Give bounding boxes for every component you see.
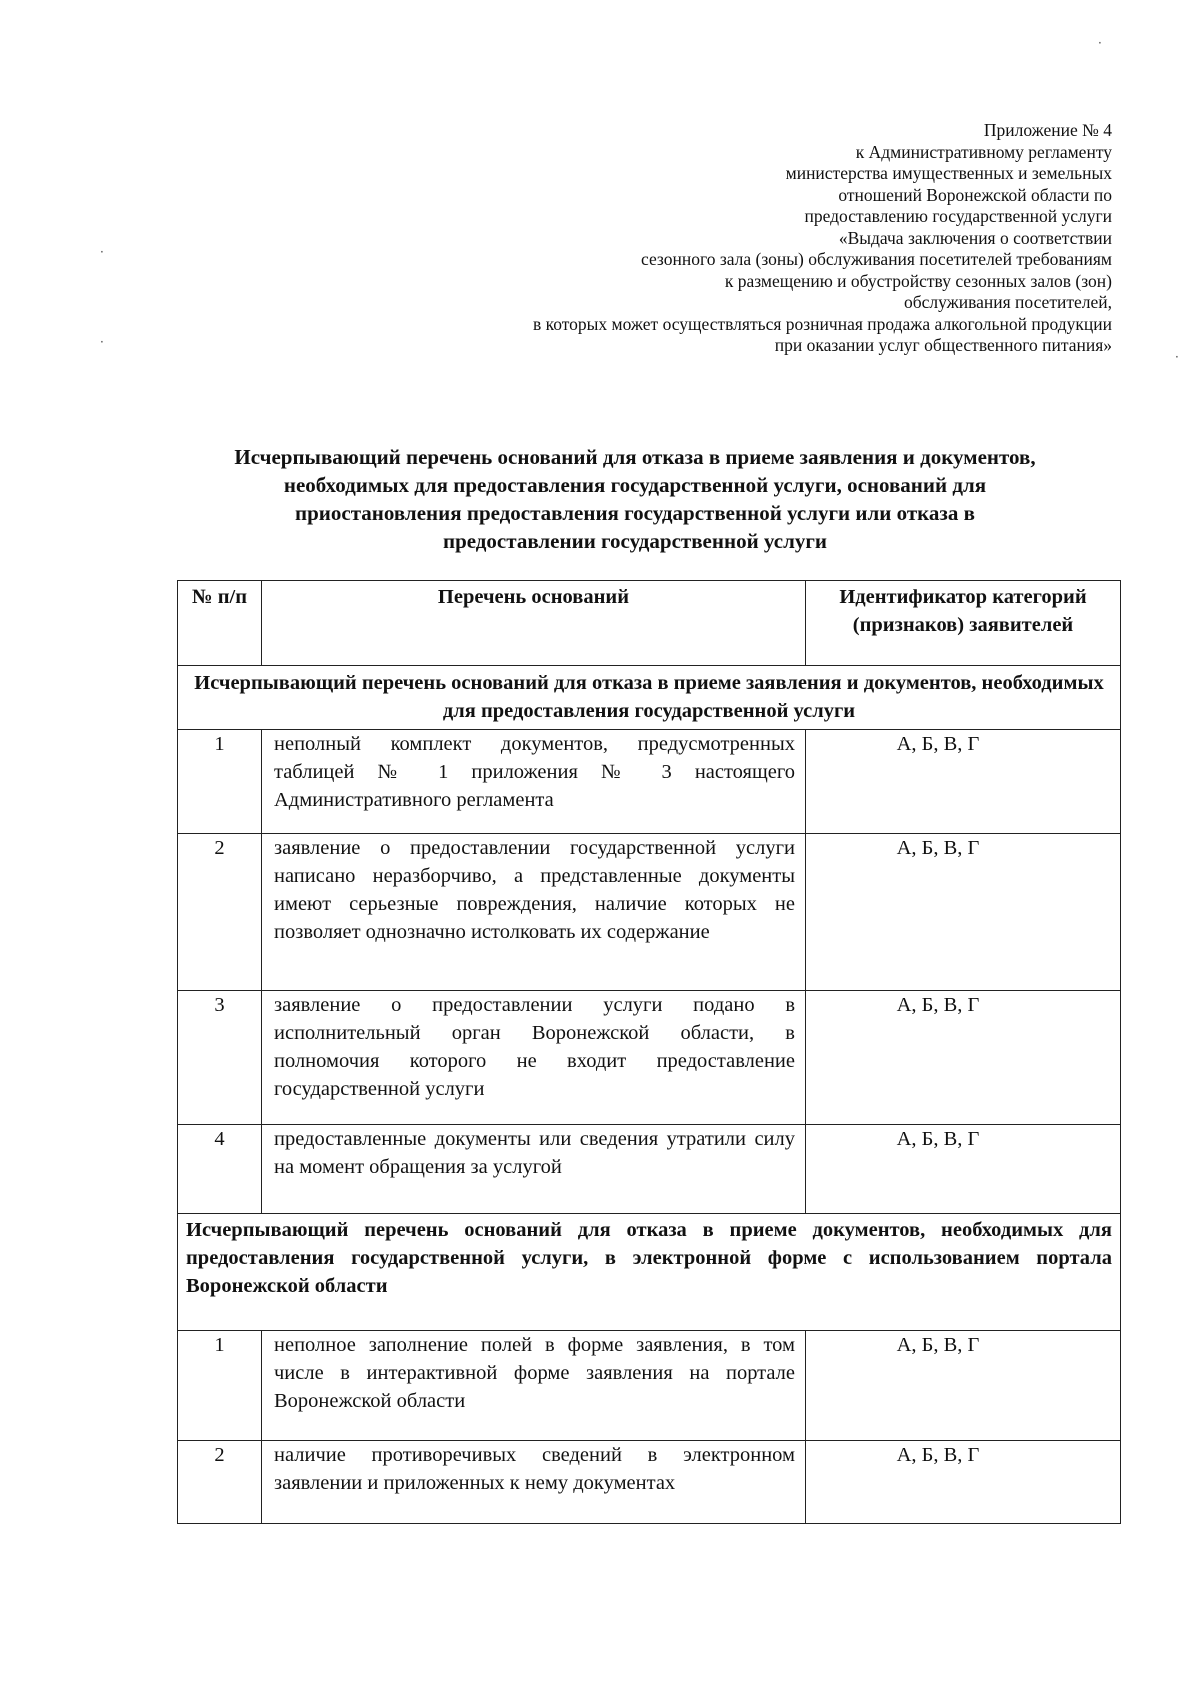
row-identifier: А, Б, В, Г [806,1331,1121,1441]
row-number: 1 [178,1331,262,1441]
document-title [150,443,1120,555]
appendix-line: сезонного зала (зоны) обслуживания посетителей требованиям [640,249,1112,269]
table-row [178,834,1121,991]
table-row [178,730,1121,834]
row-number: 4 [178,1125,262,1214]
row-number: 2 [178,834,262,991]
row-number: 3 [178,991,262,1125]
row-number: 2 [178,1441,262,1524]
scan-speck: · [1175,350,1179,364]
appendix-line: предоставлению государственной услуги [804,206,1112,226]
row-identifier: А, Б, В, Г [806,834,1121,991]
table-row [178,991,1121,1125]
row-ground-text: заявление о предоставлении государственной услуги написано неразборчиво, а представленные документы имеют серьезные повреждения, наличие которых не позволяет однозначно истолковать их содержание [262,834,806,991]
row-ground-text: предоставленные документы или сведения утратили силу на момент обращения за услугой [262,1125,806,1214]
appendix-header [352,120,1112,357]
table-row [178,1125,1121,1214]
scan-speck: · [100,245,104,259]
row-identifier: А, Б, В, Г [806,730,1121,834]
title-line: приостановления предоставления государственной услуги или отказа в [295,501,975,525]
appendix-line: «Выдача заключения о соответствии [838,227,1112,248]
section-heading: Исчерпывающий перечень оснований для отказа в приеме заявления и документов, необходимых для предоставления государственной услуги [178,666,1121,730]
row-identifier: А, Б, В, Г [806,1125,1121,1214]
appendix-line: к размещению и обустройству сезонных залов (зон) [724,270,1112,291]
row-ground-text: наличие противоречивых сведений в электронном заявлении и приложенных к нему документах [262,1441,806,1524]
appendix-line: обслуживания посетителей, [903,292,1112,312]
title-line: Исчерпывающий перечень оснований для отказа в приеме заявления и документов, [234,445,1036,469]
table-header-row [178,581,1121,666]
row-identifier: А, Б, В, Г [806,991,1121,1125]
grounds-table [177,580,1121,1524]
table-row [178,1331,1121,1441]
appendix-line: при оказании услуг общественного питания» [774,335,1112,355]
scan-speck: · [100,335,104,349]
row-identifier: А, Б, В, Г [806,1441,1121,1524]
row-ground-text: заявление о предоставлении услуги подано в исполнительный орган Воронежской области, в полномочия которого не входит предоставление государственной услуги [262,991,806,1125]
appendix-line: отношений Воронежской области по [838,184,1112,205]
section-heading-row [178,1214,1121,1331]
row-ground-text: неполное заполнение полей в форме заявления, в том числе в интерактивной форме заявления на портале Воронежской области [262,1331,806,1441]
appendix-line: к Административному регламенту [855,141,1112,162]
appendix-line: Приложение № 4 [983,120,1112,140]
row-number: 1 [178,730,262,834]
header-identifier: Идентификатор категорий (признаков) заявителей [806,581,1121,666]
scan-speck: · [1098,36,1102,50]
row-ground-text: неполный комплект документов, предусмотренных таблицей № 1 приложения № 3 настоящего Административного регламента [262,730,806,834]
section-heading-row [178,666,1121,730]
title-line: необходимых для предоставления государственной услуги, оснований для [283,473,987,497]
header-grounds: Перечень оснований [262,581,806,666]
table-row [178,1441,1121,1524]
title-line: предоставлении государственной услуги [442,529,828,553]
appendix-line: министерства имущественных и земельных [785,163,1112,183]
appendix-line: в которых может осуществляться розничная продажа алкогольной продукции [532,313,1112,334]
section-heading: Исчерпывающий перечень оснований для отказа в приеме документов, необходимых для предоставления государственной услуги, в электронной форме с использованием портала Воронежской области [178,1214,1121,1331]
header-number: № п/п [178,581,262,666]
